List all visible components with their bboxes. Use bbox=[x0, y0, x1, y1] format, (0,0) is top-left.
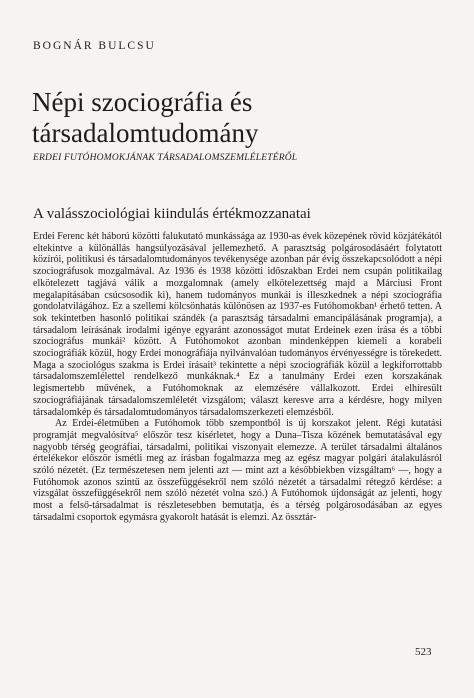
title-line-1: Népi szociográfia és bbox=[32, 87, 253, 117]
page-number: 523 bbox=[415, 646, 432, 658]
author-name: BOGNÁR BULCSU bbox=[33, 40, 156, 52]
paragraph-1: Erdei Ferenc két háború közötti falukutató munkássága az 1930-as évek közepének rövid közjátékától eltekintve a különállás hangsúlyozásával jellemezhető. A parasztság polgárosodásáért folytatott közírói, politikusi és társadalomtudományos tevékenysége azonban pár évig összekapcsolódott a népi szociográfusok mozgalmával. Az 1936 és 1938 közötti időszakban Erdei nem csupán politikailag elkötelezett tagjává válik a mozgalomnak (amely elkötelezettség majd a Márciusi Front megalapításában csúcsosodik ki), hanem tudományos munkái is illeszkednek a népi szociográfia gondolatvilágához. Ez a szellemi kölcsönhatás különösen az 1937-es Futóhomokban¹ érhető tetten. A sok tekintetben hasonló politikai szándék (a parasztság társadalmi emancipálásának programja), a társadalom leírásának irodalmi igénye egyaránt azonosságot mutat Erdeinek ezen írása és a többi szociográfus munkái² között. A Futóhomokot azonban mindenképpen kiemeli a korabeli szociográfiák közül, hogy Erdei monográfiája nyilvánvalóan tudományos érvényességre is törekedett. Maga a szociológus szakma is Erdei írásait³ tekintette a népi szociográfiák közül a legkiforrottabb társadalomszemlélettel rendelkező munkáknak.⁴ Ez a tanulmány Erdei ezen korszakának legismertebb művének, a Futóhomoknak az elemzésére vállalkozott. Erdei elhíresült szociográfiájának társadalomszemléletét vizsgálom; választ keresve arra a kérdésre, hogy milyen társadalomkép és társadalomtudományos társadalomszerkezeti elemzésből. bbox=[33, 231, 442, 418]
section-heading: A valásszociológiai kiindulás értékmozzanatai bbox=[33, 206, 311, 222]
title-line-2: társadalomtudomány bbox=[32, 118, 259, 148]
body-text bbox=[33, 231, 442, 524]
article-subtitle: ERDEI FUTÓHOMOKJÁNAK TÁRSADALOMSZEMLÉLETÉRŐL bbox=[33, 153, 298, 163]
article-title bbox=[32, 87, 452, 149]
paragraph-2: Az Erdei-életműben a Futóhomok több szempontból is új korszakot jelent. Régi kutatási programját megvalósítva⁵ először tesz kísérletet, hogy a Duna–Tisza közének bemutatásával egy nagyobb térség geográfiai, társadalmi, politikai viszonyait elemezze. A terület társadalmi általános értelékekor először ismétli meg az írásban fogalmazza meg az egész magyar polgári átalakulásról szóló nézetét. (Ez természetesen nem jelenti azt — mint azt a későbbiekben vizsgáltam⁶ —, hogy a Futóhomok azonos szintű az összefüggésekről nem szóló nézetét a társadalmi rétegző kérdése: a vizsgálat összefüggésekről nem szóló nézetét volna szó.) A Futóhomok újdonságát az jelenti, hogy most a felső-társadalmat is részletesebben bemutatja, és a térség polgárosodásában az egyes társadalmi csoportok egymásra gyakorolt hatását is elemzi. Az össztár- bbox=[33, 418, 442, 523]
